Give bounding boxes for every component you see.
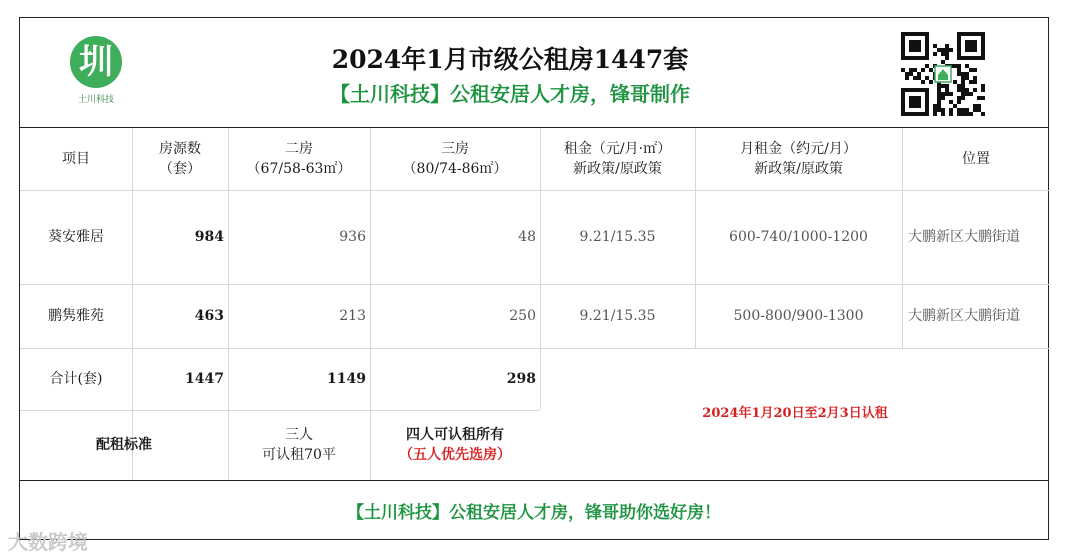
- row-rent: 9.21/15.35: [579, 308, 656, 324]
- row-location: 大鹏新区大鹏街道: [908, 229, 1020, 245]
- row-monthly: 600-740/1000-1200: [729, 229, 868, 245]
- row-two-room: 213: [339, 308, 366, 324]
- logo-glyph: 圳: [79, 42, 113, 82]
- standard-label: 配租标准: [96, 437, 152, 453]
- header-three-room-line2: （80/74-86㎡）: [402, 161, 508, 177]
- company-logo: [70, 36, 122, 88]
- standard-two-room: [228, 410, 370, 480]
- row-three-room: 250: [509, 308, 536, 324]
- header-location: 位置: [962, 151, 990, 167]
- header-three-room-line1: 三房: [441, 141, 469, 157]
- header-rent-line2: 新政策/原政策: [573, 161, 662, 177]
- header-item: 项目: [62, 151, 90, 167]
- row-three-room: 48: [518, 229, 536, 245]
- row-monthly: 500-800/900-1300: [733, 308, 864, 324]
- row-name: 葵安雅居: [48, 229, 104, 245]
- watermark: 大数跨境: [8, 530, 88, 554]
- header-monthly: [695, 128, 902, 190]
- poster-frame: [19, 17, 1049, 540]
- subscription-date-note: 2024年1月20日至2月3日认租: [702, 406, 888, 421]
- total-three-room: 298: [506, 371, 536, 387]
- header-two-room-line2: （67/58-63㎡）: [246, 161, 352, 177]
- qr-code-icon: [898, 30, 988, 118]
- page-title: 2024年1月市级公租房1447套: [331, 45, 689, 74]
- row-name: 鹏隽雅苑: [48, 308, 104, 324]
- row-two-room: 936: [339, 229, 366, 245]
- header-two-room-line1: 二房: [285, 141, 313, 157]
- header-monthly-line1: 月租金（约元/月）: [740, 141, 857, 157]
- standard-three-room-line1: 四人可认租所有: [406, 427, 504, 443]
- header-monthly-line2: 新政策/原政策: [754, 161, 843, 177]
- row-location: 大鹏新区大鹏街道: [908, 308, 1020, 324]
- header-rent-line1: 租金（元/月·㎡）: [563, 141, 672, 157]
- header-three-room: [370, 128, 540, 190]
- total-label: 合计(套): [49, 371, 103, 387]
- header-rent: [540, 128, 695, 190]
- header-units-line1: 房源数: [159, 141, 201, 157]
- standard-three-room: [370, 410, 540, 480]
- logo-name: 土川科技: [77, 95, 114, 105]
- row-units: 984: [194, 229, 224, 245]
- standard-two-room-line1: 三人: [285, 427, 313, 443]
- housing-table: [20, 128, 1050, 480]
- row-rent: 9.21/15.35: [579, 229, 656, 245]
- standard-two-room-line2: 可认租70平: [262, 447, 336, 463]
- header-two-room: [228, 128, 370, 190]
- header-units: [132, 128, 228, 190]
- header: [20, 18, 1048, 128]
- row-units: 463: [194, 308, 224, 324]
- footer-slogan: 【土川科技】公租安居人才房，锋哥助你选好房！: [20, 480, 1048, 539]
- page-subtitle: 【土川科技】公租安居人才房，锋哥制作: [330, 82, 690, 106]
- header-units-line2: （套）: [159, 161, 201, 177]
- total-units: 1447: [185, 371, 224, 387]
- total-two-room: 1149: [327, 371, 366, 387]
- standard-three-room-line2: （五人优先选房）: [399, 447, 511, 463]
